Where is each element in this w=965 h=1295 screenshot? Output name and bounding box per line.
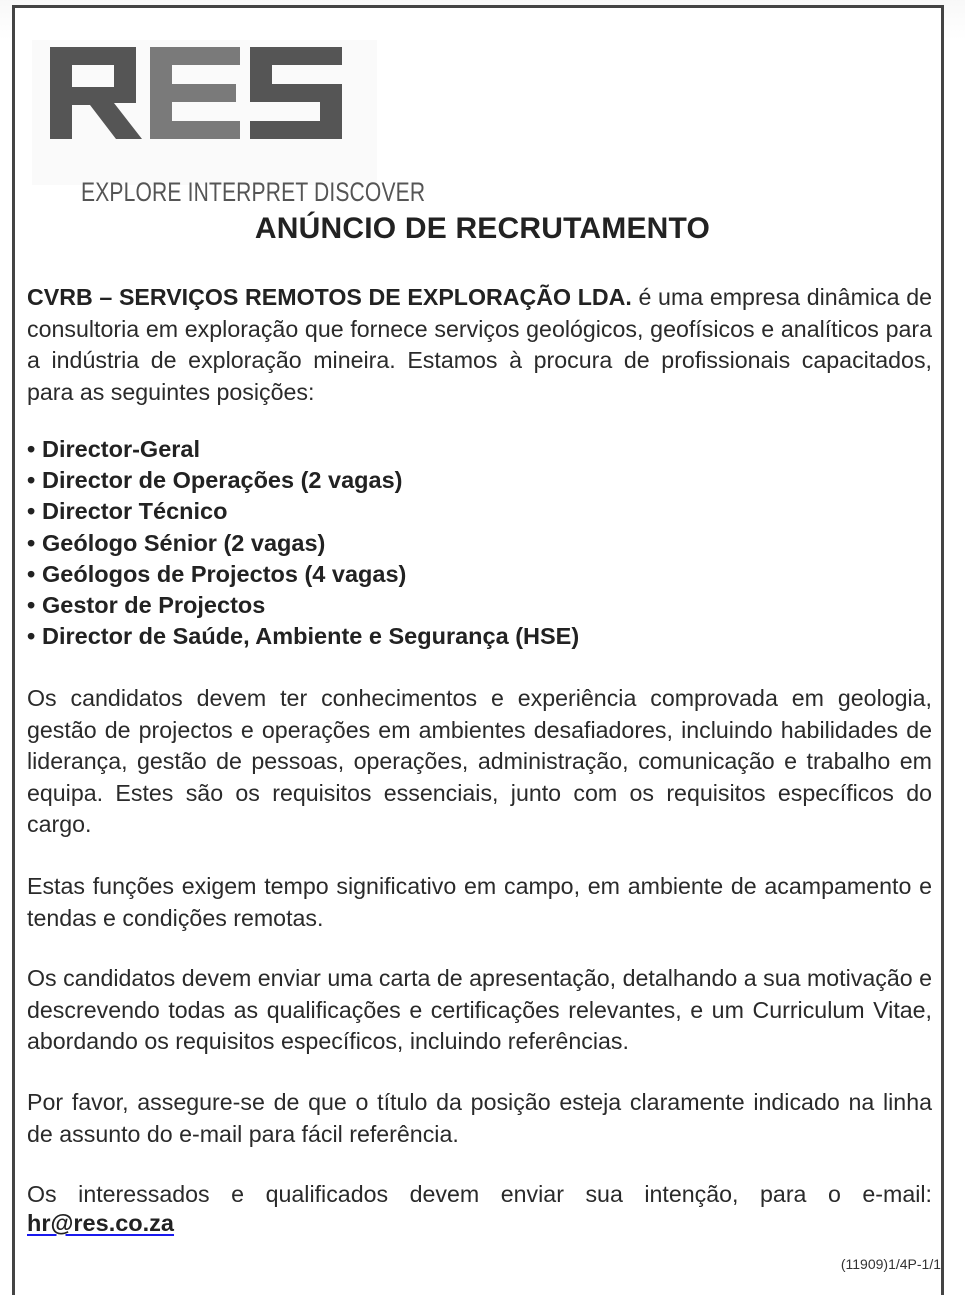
bullet-icon: •	[27, 436, 36, 462]
bullet-icon: •	[27, 467, 36, 494]
position-label: Geólogo Sénior (2 vagas)	[42, 529, 326, 556]
position-label: Gestor de Projectos	[42, 592, 266, 619]
page-title: ANÚNCIO DE RECRUTAMENTO	[254, 212, 711, 245]
company-name: CVRB – SERVIÇOS REMOTOS DE EXPLORAÇÃO LDA.	[27, 284, 632, 310]
requirements-paragraph: Os candidatos devem ter conhecimentos e experiência comprovada em geologia, gestão de projectos e operações em ambientes desafiadores, incluindo habilidades de liderança, gestão de pessoas, operações, administração, comunicação e trabalho em equipa. Estes são os requisitos essenciais, junto com os requisitos específicos do cargo.	[27, 685, 932, 837]
bullet-icon: •	[27, 592, 36, 619]
bullet-icon: •	[27, 623, 36, 650]
position-item	[27, 590, 579, 621]
res-logo-letters-icon	[50, 47, 342, 139]
logo-tagline: EXPLORE INTERPRET DISCOVER	[81, 177, 426, 207]
application-paragraph: Os candidatos devem enviar uma carta de apresentação, detalhando a sua motivação e descrevendo todas as qualificações e certificações relevantes, e um Curriculum Vitae, abordando os requisitos específicos, incluindo referências.	[27, 965, 932, 1054]
position-item	[27, 496, 579, 527]
bullet-icon: •	[27, 560, 36, 587]
email-link[interactable]: hr@res.co.za	[27, 1210, 175, 1236]
bullet-icon: •	[27, 498, 36, 525]
contact-paragraph: Os interessados e qualificados devem enviar sua intenção, para o e-mail:	[27, 1181, 932, 1207]
intro-paragraph	[27, 282, 932, 408]
position-label: Geólogos de Projectos (4 vagas)	[42, 560, 407, 587]
conditions-paragraph: Estas funções exigem tempo significativo em campo, em ambiente de acampamento e tendas e condições remotas.	[27, 873, 932, 931]
position-item	[27, 434, 579, 465]
res-logo	[32, 40, 426, 207]
position-item	[27, 559, 579, 590]
position-item	[27, 528, 579, 559]
position-label: Director-Geral	[42, 436, 201, 462]
positions-list	[27, 434, 579, 652]
ad-reference-code: (11909)1/4P-1/1	[840, 1256, 941, 1272]
position-label: Director Técnico	[42, 498, 228, 525]
intro-text: é uma empresa dinâmica de consultoria em exploração que fornece serviços geológicos, geofísicos e analíticos para a indústria de exploração mineira. Estamos à procura de profissionais capacitados, para as seguintes posições:	[27, 284, 932, 405]
position-label: Director de Saúde, Ambiente e Segurança (HSE)	[42, 623, 580, 650]
position-item	[27, 621, 579, 652]
subject-line-paragraph: Por favor, assegure-se de que o título da posição esteja claramente indicado na linha de assunto do e-mail para fácil referência.	[27, 1089, 932, 1147]
bullet-icon: •	[27, 529, 36, 556]
position-item	[27, 465, 579, 496]
position-label: Director de Operações (2 vagas)	[42, 467, 403, 494]
